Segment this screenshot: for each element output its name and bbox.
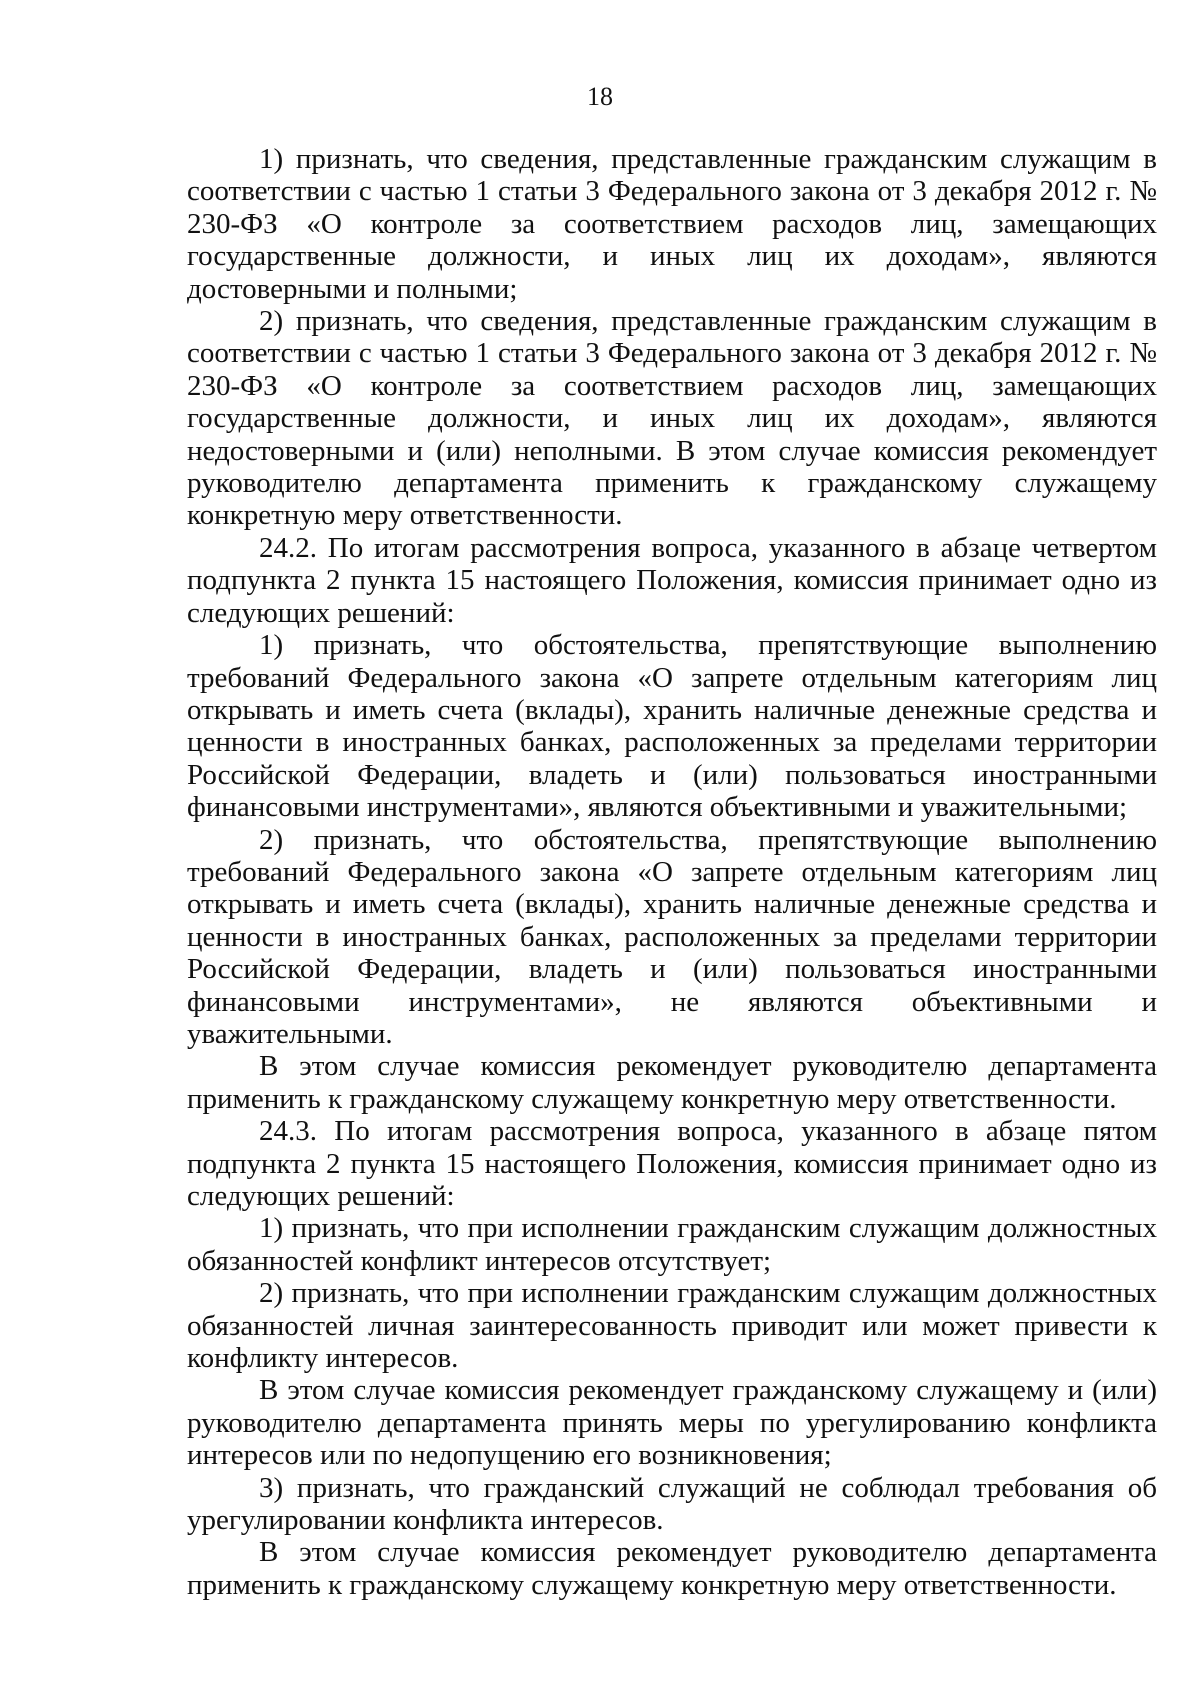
paragraph-24-2-recommendation: В этом случае комиссия рекомендует руководителю департамента применить к гражданскому служащему конкретную меру ответственности. (187, 1050, 1157, 1115)
page-number: 18 (587, 82, 613, 111)
paragraph-item-1-valid: 1) признать, что сведения, представленные гражданским служащим в соответствии с частью 1 статьи 3 Федерального закона от 3 декабря 2012 г. № 230-ФЗ «О контроле за соответствием расходов лиц, замещающих государственные должности, и иных лиц их доходам», являются достоверными и полными; (187, 143, 1157, 305)
paragraph-24-3-item-3-recommendation: В этом случае комиссия рекомендует руководителю департамента применить к гражданскому служащему конкретную меру ответственности. (187, 1536, 1157, 1601)
paragraph-24-3-item-3: 3) признать, что гражданский служащий не соблюдал требования об урегулировании конфликта интересов. (187, 1471, 1157, 1537)
paragraph-24-3-item-2-recommendation: В этом случае комиссия рекомендует гражданскому служащему и (или) руководителю департамента принять меры по урегулированию конфликта интересов или по недопущению его возникновения; (187, 1374, 1157, 1472)
document-body (187, 143, 1157, 1601)
paragraph-item-2-invalid: 2) признать, что сведения, представленные гражданским служащим в соответствии с частью 1 статьи 3 Федерального закона от 3 декабря 2012 г. № 230-ФЗ «О контроле за соответствием расходов лиц, замещающих государственные должности, и иных лиц их доходам», являются недостоверными и (или) неполными. В этом случае комиссия рекомендует руководителю департамента применить к гражданскому служащему конкретную меру ответственности. (187, 305, 1157, 532)
paragraph-24-3-item-2: 2) признать, что при исполнении гражданским служащим должностных обязанностей личная заинтересованность приводит или может привести к конфликту интересов. (187, 1277, 1157, 1375)
paragraph-24-3-item-1: 1) признать, что при исполнении гражданским служащим должностных обязанностей конфликт интересов отсутствует; (187, 1212, 1157, 1277)
paragraph-24-2-item-1: 1) признать, что обстоятельства, препятствующие выполнению требований Федерального закона «О запрете отдельным категориям лиц открывать и иметь счета (вклады), хранить наличные денежные средства и ценности в иностранных банках, расположенных за пределами территории Российской Федерации, владеть и (или) пользоваться иностранными финансовыми инструментами», являются объективными и уважительными; (187, 629, 1157, 824)
paragraph-24-2-heading: 24.2. По итогам рассмотрения вопроса, указанного в абзаце четвертом подпункта 2 пункта 15 настоящего Положения, комиссия принимает одно из следующих решений: (187, 531, 1157, 629)
paragraph-24-2-item-2: 2) признать, что обстоятельства, препятствующие выполнению требований Федерального закона «О запрете отдельным категориям лиц открывать и иметь счета (вклады), хранить наличные денежные средства и ценности в иностранных банках, расположенных за пределами территории Российской Федерации, владеть и (или) пользоваться иностранными финансовыми инструментами», не являются объективными и уважительными. (187, 823, 1157, 1050)
paragraph-24-3-heading: 24.3. По итогам рассмотрения вопроса, указанного в абзаце пятом подпункта 2 пункта 15 настоящего Положения, комиссия принимает одно из следующих решений: (187, 1115, 1157, 1212)
